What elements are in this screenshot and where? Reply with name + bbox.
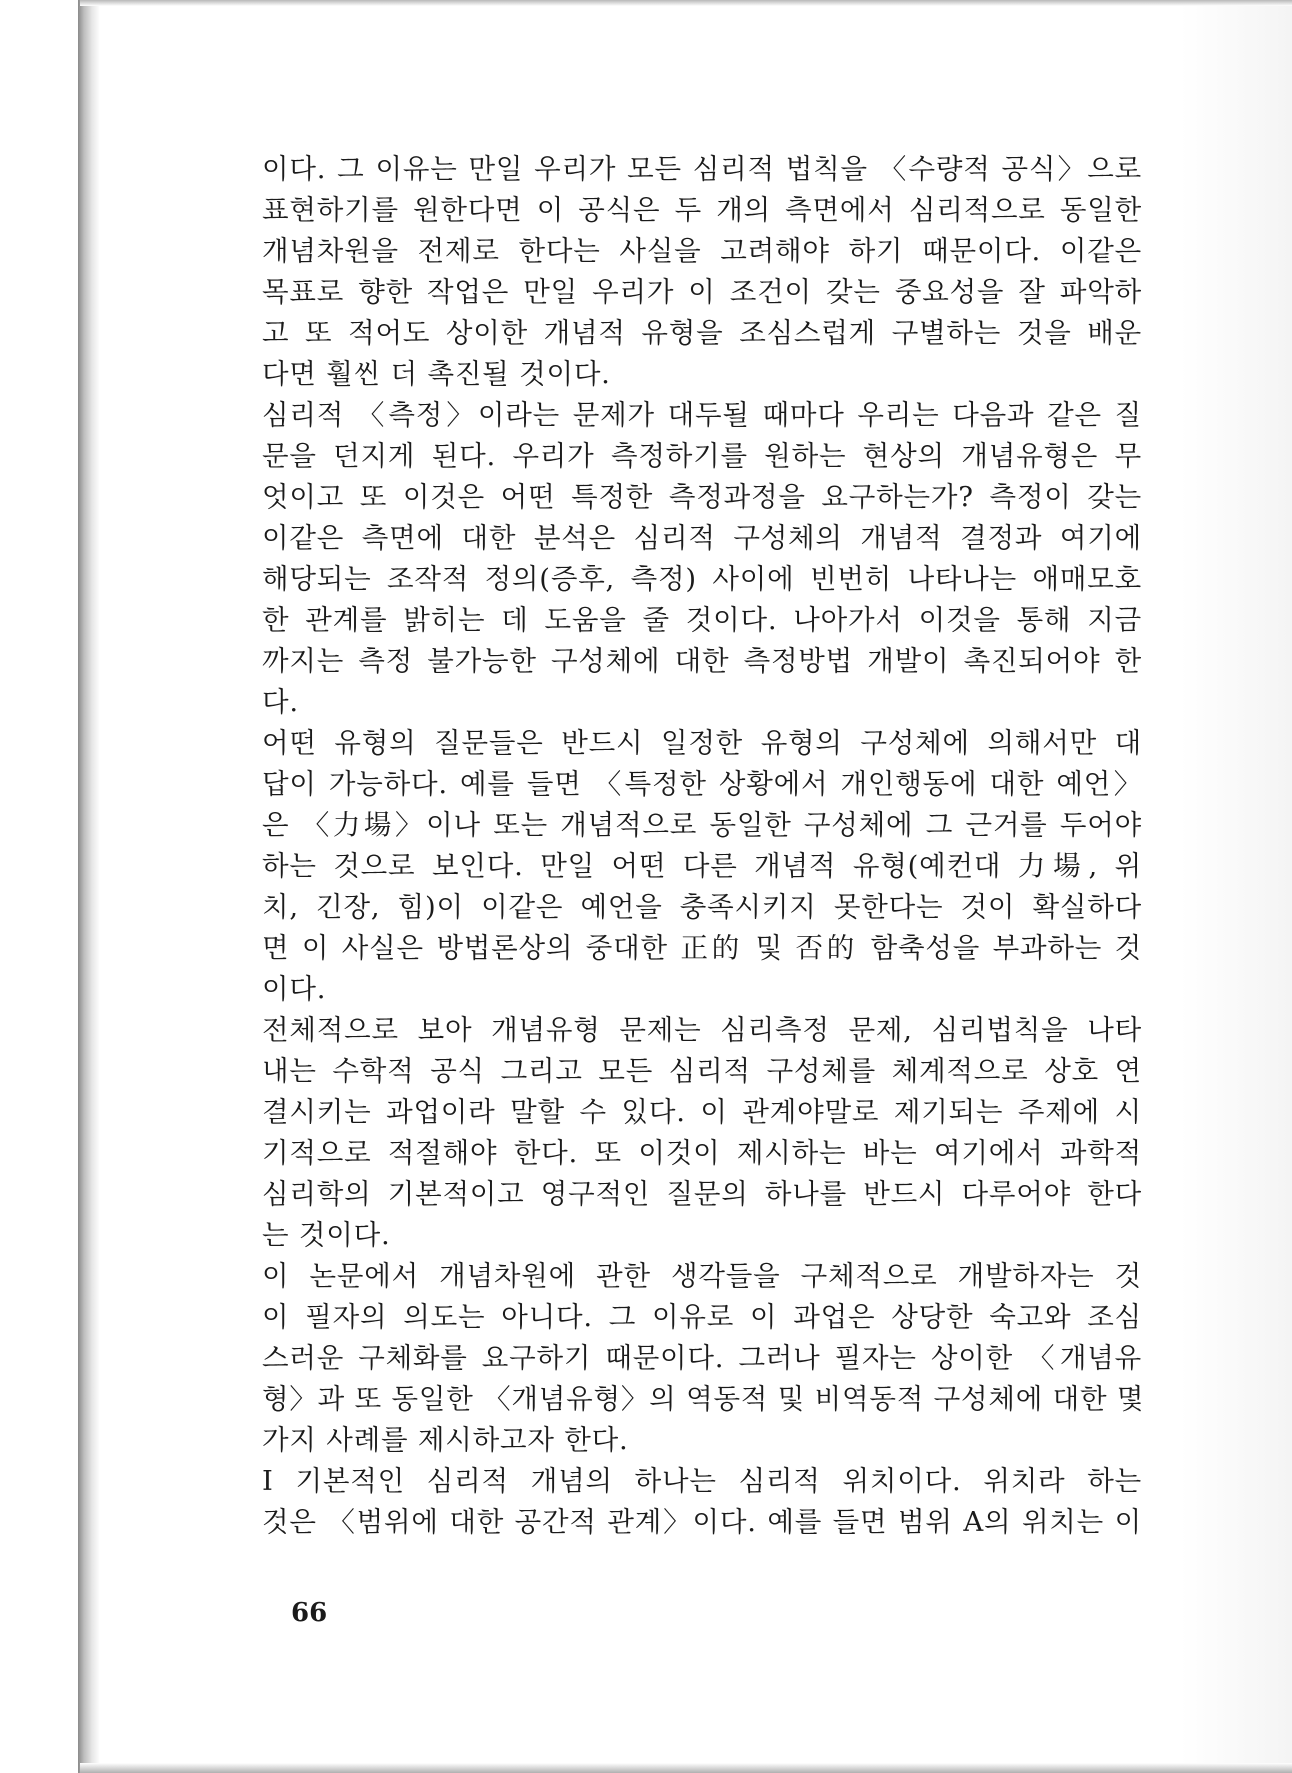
text-line: 문을 던지게 된다. 우리가 측정하기를 원하는 현상의 개념유형은 무	[262, 440, 1142, 472]
text-line: 이 필자의 의도는 아니다. 그 이유로 이 과업은 상당한 숙고와 조심	[262, 1301, 1142, 1333]
text-line: 까지는 측정 불가능한 구성체에 대한 측정방법 개발이 촉진되어야 한	[262, 645, 1142, 677]
text-line: 은 〈力場〉이나 또는 개념적으로 동일한 구성체에 그 근거를 두어야	[262, 809, 1142, 841]
text-line: 면 이 사실은 방법론상의 중대한 正的 및 否的 함축성을 부과하는 것	[262, 932, 1142, 964]
text-line: 어떤 유형의 질문들은 반드시 일정한 유형의 구성체에 의해서만 대	[262, 727, 1142, 759]
text-line: 심리적 〈측정〉이라는 문제가 대두될 때마다 우리는 다음과 같은 질	[262, 399, 1142, 431]
text-line: 표현하기를 원한다면 이 공식은 두 개의 측면에서 심리적으로 동일한	[262, 194, 1142, 226]
text-line: 목표로 향한 작업은 만일 우리가 이 조건이 갖는 중요성을 잘 파악하	[262, 276, 1142, 308]
text-line: 개념차원을 전제로 한다는 사실을 고려해야 하기 때문이다. 이같은	[262, 235, 1142, 267]
body-text	[262, 149, 1145, 1543]
text-line: 답이 가능하다. 예를 들면 〈특정한 상황에서 개인행동에 대한 예언〉	[262, 768, 1142, 800]
text-line: 전체적으로 보아 개념유형 문제는 심리측정 문제, 심리법칙을 나타	[262, 1014, 1142, 1046]
text-line: 스러운 구체화를 요구하기 때문이다. 그러나 필자는 상이한 〈개념유	[262, 1342, 1142, 1374]
text-line: 다.	[262, 686, 299, 718]
page-left-edge-shadow	[78, 0, 100, 1773]
text-line: 고 또 적어도 상이한 개념적 유형을 조심스럽게 구별하는 것을 배운	[262, 317, 1142, 349]
page-top-edge	[80, 0, 1292, 6]
text-line: 치, 긴장, 힘)이 이같은 예언을 충족시키지 못한다는 것이 확실하다	[262, 891, 1142, 923]
text-line: 심리학의 기본적이고 영구적인 질문의 하나를 반드시 다루어야 한다	[262, 1178, 1142, 1210]
text-line: 는 것이다.	[262, 1219, 391, 1251]
text-line: I 기본적인 심리적 개념의 하나는 심리적 위치이다. 위치라 하는	[262, 1465, 1142, 1497]
text-line: 형〉과 또 동일한 〈개념유형〉의 역동적 및 비역동적 구성체에 대한 몇	[262, 1383, 1145, 1415]
text-line: 기적으로 적절해야 한다. 또 이것이 제시하는 바는 여기에서 과학적	[262, 1137, 1142, 1169]
text-line: 가지 사례를 제시하고자 한다.	[262, 1424, 629, 1456]
text-line: 하는 것으로 보인다. 만일 어떤 다른 개념적 유형(예컨대 力場, 위	[262, 850, 1142, 882]
text-line: 결시키는 과업이라 말할 수 있다. 이 관계야말로 제기되는 주제에 시	[262, 1096, 1142, 1128]
text-line: 다면 훨씬 더 촉진될 것이다.	[262, 358, 611, 390]
text-line: 해당되는 조작적 정의(증후, 측정) 사이에 빈번히 나타나는 애매모호	[262, 563, 1142, 595]
text-line: 이다.	[262, 973, 327, 1005]
text-line: 이같은 측면에 대한 분석은 심리적 구성체의 개념적 결정과 여기에	[262, 522, 1142, 554]
text-line: 내는 수학적 공식 그리고 모든 심리적 구성체를 체계적으로 상호 연	[262, 1055, 1142, 1087]
text-line: 엇이고 또 이것은 어떤 특정한 측정과정을 요구하는가? 측정이 갖는	[262, 481, 1142, 513]
page-bottom-edge	[80, 1763, 1292, 1773]
text-line: 한 관계를 밝히는 데 도움을 줄 것이다. 나아가서 이것을 통해 지금	[262, 604, 1142, 636]
text-line: 것은 〈범위에 대한 공간적 관계〉이다. 예를 들면 범위 A의 위치는 이	[262, 1506, 1142, 1538]
text-line: 이 논문에서 개념차원에 관한 생각들을 구체적으로 개발하자는 것	[262, 1260, 1142, 1292]
page-number: 66	[291, 1598, 328, 1628]
text-line: 이다. 그 이유는 만일 우리가 모든 심리적 법칙을 〈수량적 공식〉으로	[262, 153, 1142, 185]
